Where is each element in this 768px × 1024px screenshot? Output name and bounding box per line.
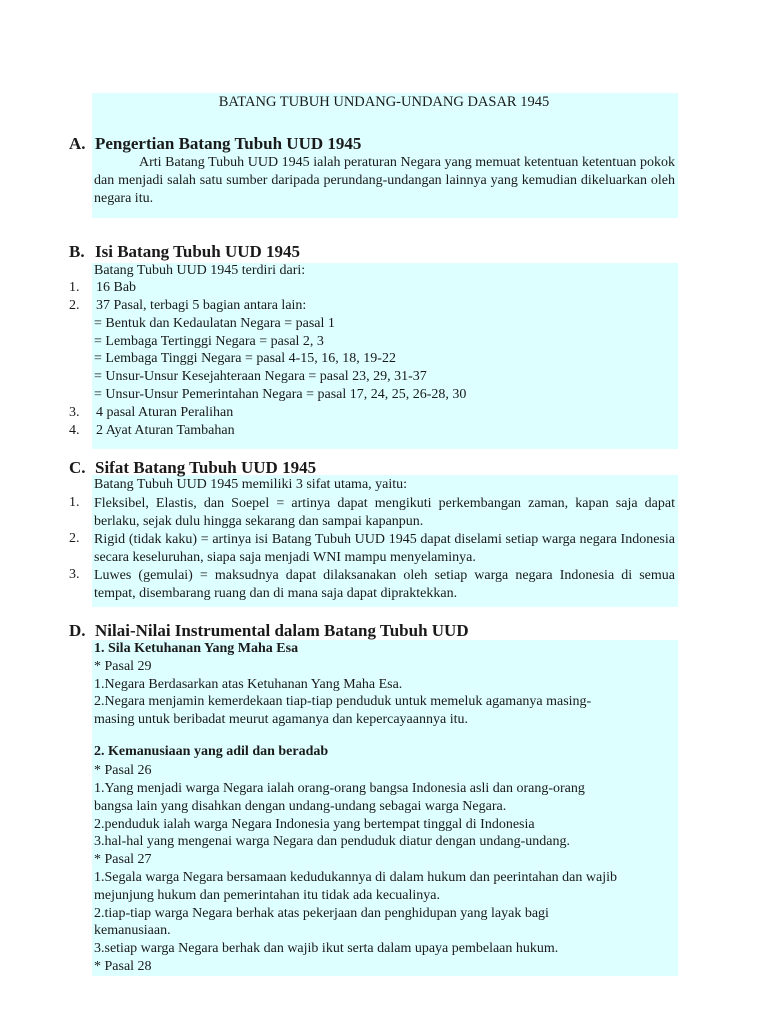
sila-1-heading: 1. Sila Ketuhanan Yang Maha Esa	[94, 641, 299, 656]
section-letter: D.	[69, 621, 86, 640]
list-item: Rigid (tidak kaku) = artinya isi Batang Tubuh UUD 1945 dapat diselami setiap warga negara Indonesia secara keseluruhan, siapa saja menjadi WNI mampu menyelaminya.	[94, 532, 675, 565]
pasal-line: 2.Negara menjamin kemerdekaan tiap-tiap penduduk untuk memeluk agamanya masing-	[94, 694, 592, 709]
list-number: 3.	[69, 405, 80, 420]
pasal-line: 2.tiap-tiap warga Negara berhak atas pekerjaan dan penghidupan yang layak bagi	[94, 906, 549, 921]
list-number: 2.	[69, 298, 80, 313]
pasal-label: * Pasal 26	[94, 763, 152, 778]
list-number: 3.	[69, 567, 80, 582]
pasal-line: masing untuk beribadat meurut agamanya dan kepercayaannya itu.	[94, 712, 468, 727]
pasal-line: 1.Segala warga Negara bersamaan kedudukannya di dalam hukum dan peerintahan dan wajib	[94, 870, 617, 885]
section-title: Pengertian Batang Tubuh UUD 1945	[95, 134, 362, 153]
list-number: 2.	[69, 531, 80, 546]
section-letter: C.	[69, 458, 86, 477]
section-title: Nilai-Nilai Instrumental dalam Batang Tubuh UUD	[95, 621, 469, 640]
list-item: 4 pasal Aturan Peralihan	[96, 405, 234, 420]
list-item: 2 Ayat Aturan Tambahan	[96, 423, 235, 438]
pasal-label: * Pasal 29	[94, 659, 152, 674]
section-b-intro: Batang Tubuh UUD 1945 terdiri dari:	[94, 263, 306, 278]
pasal-line: kemanusiaan.	[94, 923, 171, 938]
sub-item: = Lembaga Tinggi Negara = pasal 4-15, 16, 18, 19-22	[94, 351, 396, 366]
list-item: 16 Bab	[96, 280, 137, 295]
section-title: Sifat Batang Tubuh UUD 1945	[95, 458, 317, 477]
section-letter: A.	[69, 134, 86, 153]
pasal-line: 2.penduduk ialah warga Negara Indonesia yang bertempat tinggal di Indonesia	[94, 817, 535, 832]
pasal-line: 3.hal-hal yang mengenai warga Negara dan penduduk diatur dengan undang-undang.	[94, 834, 570, 849]
sub-item: = Unsur-Unsur Kesejahteraan Negara = pasal 23, 29, 31-37	[94, 369, 427, 384]
sub-item: = Unsur-Unsur Pemerintahan Negara = pasal 17, 24, 25, 26-28, 30	[94, 387, 467, 402]
list-number: 4.	[69, 423, 80, 438]
section-title: Isi Batang Tubuh UUD 1945	[95, 242, 301, 261]
pasal-label: * Pasal 28	[94, 959, 152, 974]
section-a-body: Arti Batang Tubuh UUD 1945 ialah peraturan Negara yang memuat ketentuan ketentuan pokok dan menjadi salah satu sumber daripada perundang-undangan lainnya yang kemudian dikeluarkan oleh negara itu.	[94, 155, 675, 206]
list-number: 1.	[69, 495, 80, 510]
section-c-intro: Batang Tubuh UUD 1945 memiliki 3 sifat utama, yaitu:	[94, 477, 408, 492]
list-item: Fleksibel, Elastis, dan Soepel = artinya dapat mengikuti perkembangan zaman, kapan saja dapat berlaku, sejak dulu hingga sekarang dan sampai kapanpun.	[94, 496, 675, 529]
pasal-line: 1.Negara Berdasarkan atas Ketuhanan Yang Maha Esa.	[94, 677, 403, 692]
list-item: Luwes (gemulai) = maksudnya dapat dilaksanakan oleh setiap warga negara Indonesia di semua tempat, disembarang ruang dan di mana saja dapat dipraktekkan.	[94, 568, 675, 601]
pasal-line: 3.setiap warga Negara berhak dan wajib ikut serta dalam upaya pembelaan hukum.	[94, 941, 559, 956]
pasal-line: bangsa lain yang disahkan dengan undang-undang sebagai warga Negara.	[94, 799, 507, 814]
list-number: 1.	[69, 280, 80, 295]
pasal-line: 1.Yang menjadi warga Negara ialah orang-orang bangsa Indonesia asli dan orang-orang	[94, 781, 585, 796]
pasal-label: * Pasal 27	[94, 852, 152, 867]
document-title: BATANG TUBUH UNDANG-UNDANG DASAR 1945	[218, 94, 550, 110]
list-item: 37 Pasal, terbagi 5 bagian antara lain:	[96, 298, 307, 313]
sub-item: = Lembaga Tertinggi Negara = pasal 2, 3	[94, 334, 324, 349]
sila-2-heading: 2. Kemanusiaan yang adil dan beradab	[94, 744, 329, 759]
pasal-line: mejunjung hukum dan pemerintahan itu tidak ada kecualinya.	[94, 888, 441, 903]
sub-item: = Bentuk dan Kedaulatan Negara = pasal 1	[94, 316, 335, 331]
section-letter: B.	[69, 242, 85, 261]
